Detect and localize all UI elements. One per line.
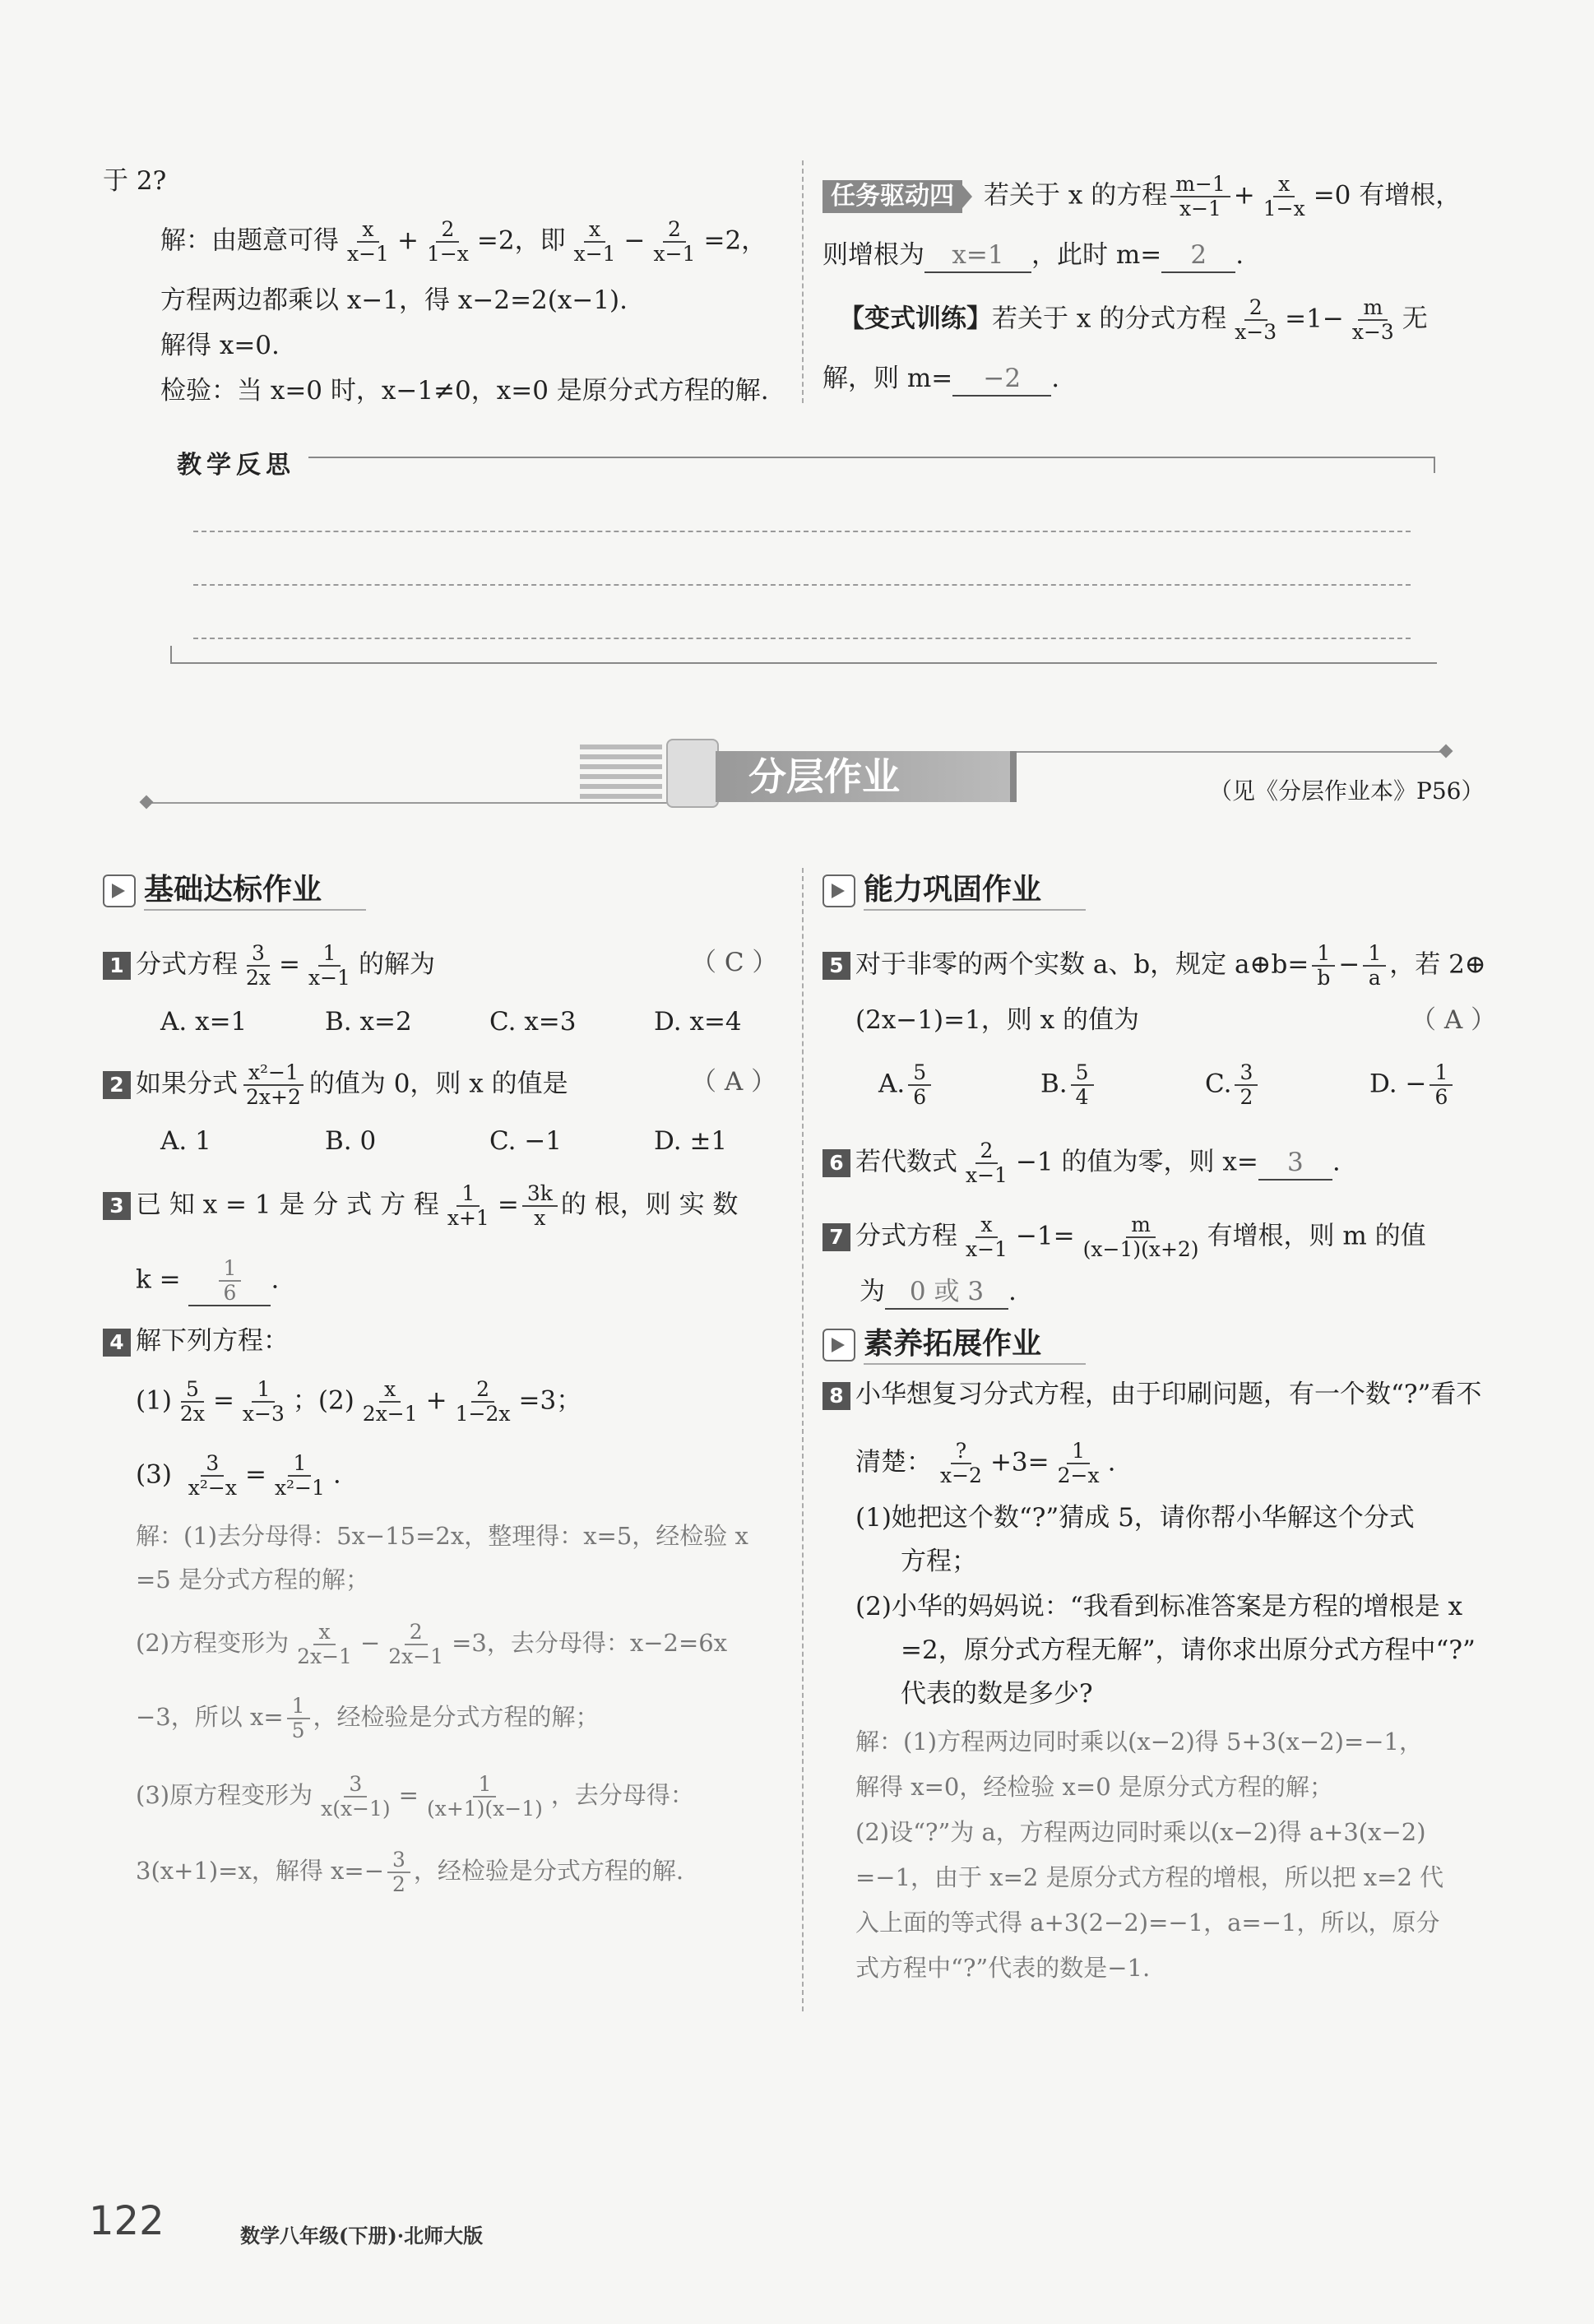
fraction: $\frac{3}{2}$ bbox=[387, 1849, 410, 1896]
q4-part1-2: (1) $\frac{5}{2x}$ = $\frac{1}{x-3}$ ；(2) $\frac{x}{2x-1}$ + $\frac{2}{1-2x}$ =3； bbox=[136, 1377, 582, 1426]
q2-option-c[interactable]: C. −1 bbox=[489, 1126, 563, 1156]
top-left-solution-line: 解：由题意可得 $\frac{x}{x-1}$ + $\frac{2}{1-x}$ =2，即 $\frac{x}{x-1}$ − $\frac{2}{x-1}$ =2， bbox=[160, 217, 767, 266]
question-7: 7 分式方程 $\frac{x}{x-1}$ −1= $\frac{m}{(x-1)(x+2)}$ 有增根，则 m 的值 bbox=[822, 1213, 1426, 1261]
q1-option-d[interactable]: D. x=4 bbox=[654, 1007, 742, 1037]
top-left-line1: 于 2? bbox=[103, 166, 167, 196]
q1-option-b[interactable]: B. x=2 bbox=[325, 1007, 412, 1037]
task-four-line1: 任务驱动四 若关于 x 的方程 $\frac{m-1}{x-1}$ + $\frac{x}{1-x}$ =0 有增根， bbox=[822, 173, 1461, 220]
fraction: $\frac{3}{x(x-1)}$ bbox=[321, 1772, 391, 1821]
q2-answer: （ A ） bbox=[691, 1067, 777, 1097]
q1-answer: （ C ） bbox=[691, 948, 778, 977]
reflection-line bbox=[193, 638, 1411, 639]
reflection-line bbox=[193, 584, 1411, 586]
section-literacy: 素养拓展作业 bbox=[822, 1320, 1041, 1362]
top-left-line5: 检验：当 x=0 时，x−1≠0，x=0 是原分式方程的解. bbox=[160, 376, 769, 406]
top-left-line4: 解得 x=0. bbox=[160, 331, 280, 360]
reflection-top-rule bbox=[308, 457, 1435, 458]
q8-part2b: =2，原分式方程无解”，请你求出原分式方程中“?” bbox=[901, 1635, 1476, 1665]
q5-option-b[interactable]: B. $\frac{5}{4}$ bbox=[1040, 1061, 1097, 1109]
banner-reference: （见《分层作业本》P56） bbox=[1209, 777, 1485, 805]
book-title: 数学八年级(下册)·北师大版 bbox=[240, 2224, 484, 2247]
fraction: $\frac{5}{6}$ bbox=[908, 1061, 931, 1109]
question-4: 4 解下列方程： bbox=[103, 1324, 289, 1357]
q2-option-b[interactable]: B. 0 bbox=[325, 1126, 377, 1156]
fraction: $\frac{2}{x-1}$ bbox=[653, 217, 696, 266]
q6-answer: 3 bbox=[1258, 1146, 1332, 1181]
fraction: $\frac{x}{1-x}$ bbox=[1263, 172, 1305, 220]
banner-f-icon bbox=[666, 739, 719, 808]
arrow-icon bbox=[822, 1329, 855, 1361]
q3-line2: k = $\frac{1}{6}$ . bbox=[136, 1256, 280, 1305]
fraction: $\frac{1}{x+1}$ bbox=[447, 1181, 489, 1230]
q8-solution-3: (2)设“?”为 a，方程两边同时乘以(x−2)得 a+3(x−2) bbox=[855, 1818, 1426, 1846]
fraction: $\frac{2}{1-x}$ bbox=[426, 217, 469, 266]
fraction: $\frac{m}{x-3}$ bbox=[1351, 295, 1394, 344]
fraction: $\frac{\text{x²−1}}{2x+2}$ bbox=[241, 1061, 306, 1109]
section-basic: 基础达标作业 bbox=[103, 866, 322, 908]
q5-line2: (2x−1)=1，则 x 的值为 bbox=[855, 1005, 1139, 1035]
q5-answer: （ A ） bbox=[1411, 1005, 1497, 1035]
page-number: 122 bbox=[89, 2198, 164, 2244]
section-ability: 能力巩固作业 bbox=[822, 866, 1041, 908]
fraction: $\frac{x}{x-1}$ bbox=[573, 217, 616, 266]
column-divider bbox=[802, 160, 804, 403]
fraction: $\frac{2}{x-3}$ bbox=[1235, 295, 1277, 344]
q8-solution-4: =−1，由于 x=2 是原分式方程的增根，所以把 x=2 代 bbox=[855, 1863, 1444, 1891]
banner-rule-right bbox=[1016, 751, 1443, 753]
q4-part3: (3) $\frac{3}{\text{x²−x}}$ = $\frac{1}{\text{x²−1}}$ . bbox=[136, 1451, 341, 1500]
q8-line2: 清楚： $\frac{?}{x-2}$ +3= $\frac{1}{2-x}$ . bbox=[855, 1439, 1116, 1487]
fraction: $\frac{2}{1-2x}$ bbox=[455, 1377, 511, 1426]
q8-solution-2: 解得 x=0，经检验 x=0 是原分式方程的解； bbox=[855, 1773, 1333, 1801]
q7-answer: 0 或 3 bbox=[885, 1275, 1008, 1310]
q8-solution-6: 式方程中“?”代表的数是−1. bbox=[855, 1954, 1151, 1982]
task-four-line2: 则增根为 x=1 ，此时 m= 2 . bbox=[822, 239, 1244, 273]
variant-line2: 解，则 m= −2 . bbox=[822, 362, 1059, 397]
q1-option-c[interactable]: C. x=3 bbox=[489, 1007, 577, 1037]
reflection-title: 教学反思 bbox=[177, 451, 295, 480]
q1-option-a[interactable]: A. x=1 bbox=[160, 1007, 248, 1037]
task-tag: 任务驱动四 bbox=[822, 180, 962, 213]
answer-m2: −2 bbox=[952, 362, 1051, 397]
q5-option-c[interactable]: C. $\frac{3}{2}$ bbox=[1205, 1061, 1261, 1109]
fraction: $\frac{x}{x-1}$ bbox=[966, 1213, 1008, 1261]
banner-rule-left bbox=[146, 802, 673, 804]
fraction: $\frac{1}{5}$ bbox=[287, 1695, 310, 1742]
question-2: 2 如果分式 $\frac{\text{x²−1}}{2x+2}$ 的值为 0，则 x 的值是 bbox=[103, 1061, 568, 1109]
q5-option-a[interactable]: A. $\frac{5}{6}$ bbox=[878, 1061, 934, 1109]
q4-solution-5: (3)原方程变形为 $\frac{3}{x(x-1)}$ = $\frac{1}{(x+1)(x-1)}$ ，去分母得： bbox=[136, 1772, 694, 1821]
q4-solution-6: 3(x+1)=x，解得 x=− $\frac{3}{2}$ ，经检验是分式方程的解. bbox=[136, 1848, 684, 1896]
q8-part2a: (2)小华的妈妈说：“我看到标准答案是方程的增根是 x bbox=[855, 1592, 1463, 1621]
fraction: $\frac{m}{(x-1)(x+2)}$ bbox=[1082, 1213, 1199, 1261]
banner-title: 分层作业 bbox=[748, 754, 900, 799]
answer-m: 2 bbox=[1161, 239, 1235, 273]
variant-line1: 【变式训练】若关于 x 的分式方程 $\frac{2}{x-3}$ =1− $\frac{m}{x-3}$ 无 bbox=[839, 295, 1428, 344]
fraction: $\frac{5}{2x}$ bbox=[179, 1377, 205, 1426]
q8-solution-5: 入上面的等式得 a+3(2−2)=−1，a=−1，所以，原分 bbox=[855, 1909, 1440, 1937]
q8-part1b: 方程； bbox=[901, 1547, 977, 1576]
fraction: $\frac{5}{4}$ bbox=[1071, 1061, 1094, 1109]
fraction: $\frac{1}{6}$ bbox=[1430, 1061, 1453, 1109]
fraction: $\frac{1}{2-x}$ bbox=[1057, 1439, 1100, 1487]
column-divider bbox=[802, 868, 804, 2011]
fraction: $\frac{1}{(x+1)(x-1)}$ bbox=[426, 1772, 543, 1821]
fraction: $\frac{1}{a}$ bbox=[1363, 942, 1386, 990]
question-1: 1 分式方程 $\frac{3}{2x}$ = $\frac{1}{x-1}$ 的解为 bbox=[103, 942, 435, 990]
fraction: $\frac{x}{2x-1}$ bbox=[297, 1620, 352, 1668]
fraction: $\frac{3}{2}$ bbox=[1235, 1061, 1258, 1109]
fraction: $\frac{1}{\text{x²−1}}$ bbox=[274, 1451, 325, 1500]
fraction: $\frac{?}{x-2}$ bbox=[940, 1439, 982, 1487]
q4-solution-1: 解：(1)去分母得：5x−15=2x，整理得：x=5，经检验 x bbox=[136, 1522, 748, 1550]
fraction: $\frac{3}{2x}$ bbox=[246, 941, 271, 990]
reflection-bottom-rule bbox=[170, 662, 1437, 664]
q8-solution-1: 解：(1)方程两边同时乘以(x−2)得 5+3(x−2)=−1， bbox=[855, 1728, 1424, 1756]
q8-part2c: 代表的数是多少? bbox=[901, 1679, 1093, 1709]
fraction: $\frac{2}{x-1}$ bbox=[966, 1139, 1008, 1187]
q8-part1a: (1)她把这个数“?”猜成 5，请你帮小华解这个分式 bbox=[855, 1503, 1415, 1533]
fraction: $\frac{3k}{x}$ bbox=[522, 1182, 558, 1230]
question-8: 8 小华想复习分式方程，由于印刷问题，有一个数“?”看不 bbox=[822, 1378, 1481, 1411]
top-left-line3: 方程两边都乘以 x−1，得 x−2=2(x−1). bbox=[160, 285, 628, 315]
fraction: $\frac{1}{x-1}$ bbox=[308, 941, 350, 990]
fraction: $\frac{3}{\text{x²−x}}$ bbox=[188, 1451, 237, 1500]
fraction: $\frac{m-1}{x-1}$ bbox=[1170, 173, 1230, 220]
q7-line2: 为 0 或 3 . bbox=[860, 1275, 1017, 1310]
fraction: $\frac{x}{2x-1}$ bbox=[362, 1377, 418, 1426]
arrow-icon bbox=[822, 874, 855, 907]
q2-option-a[interactable]: A. 1 bbox=[160, 1126, 211, 1156]
q4-solution-3: (2)方程变形为 $\frac{x}{2x-1}$ − $\frac{2}{2x-1}$ =3，去分母得：x−2=6x bbox=[136, 1620, 728, 1668]
fraction: $\frac{x}{x-1}$ bbox=[347, 217, 389, 266]
q4-solution-2: =5 是分式方程的解； bbox=[136, 1566, 369, 1593]
fraction: $\frac{2}{2x-1}$ bbox=[388, 1620, 444, 1668]
fraction: $\frac{1}{x-3}$ bbox=[242, 1377, 285, 1426]
question-5: 5 对于非零的两个实数 a、b，规定 a⊕b= $\frac{1}{b}$ − $\frac{1}{a}$ ，若 2⊕ bbox=[822, 942, 1486, 990]
reflection-line bbox=[193, 531, 1411, 532]
q2-option-d[interactable]: D. ±1 bbox=[654, 1126, 728, 1156]
fraction: $\frac{1}{b}$ bbox=[1312, 942, 1335, 990]
question-3: 3 已 知 x = 1 是 分 式 方 程 $\frac{1}{x+1}$ = $\frac{3k}{x}$ 的 根，则 实 数 bbox=[103, 1182, 738, 1230]
arrow-icon bbox=[103, 874, 136, 907]
question-6: 6 若代数式 $\frac{2}{x-1}$ −1 的值为零，则 x= 3 . bbox=[822, 1139, 1341, 1187]
q5-option-d[interactable]: D. − $\frac{1}{6}$ bbox=[1369, 1061, 1456, 1109]
answer-fraction: $\frac{1}{6}$ bbox=[219, 1257, 242, 1305]
answer-root: x=1 bbox=[924, 239, 1031, 273]
q4-solution-4: −3，所以 x= $\frac{1}{5}$ ，经检验是分式方程的解； bbox=[136, 1694, 600, 1742]
